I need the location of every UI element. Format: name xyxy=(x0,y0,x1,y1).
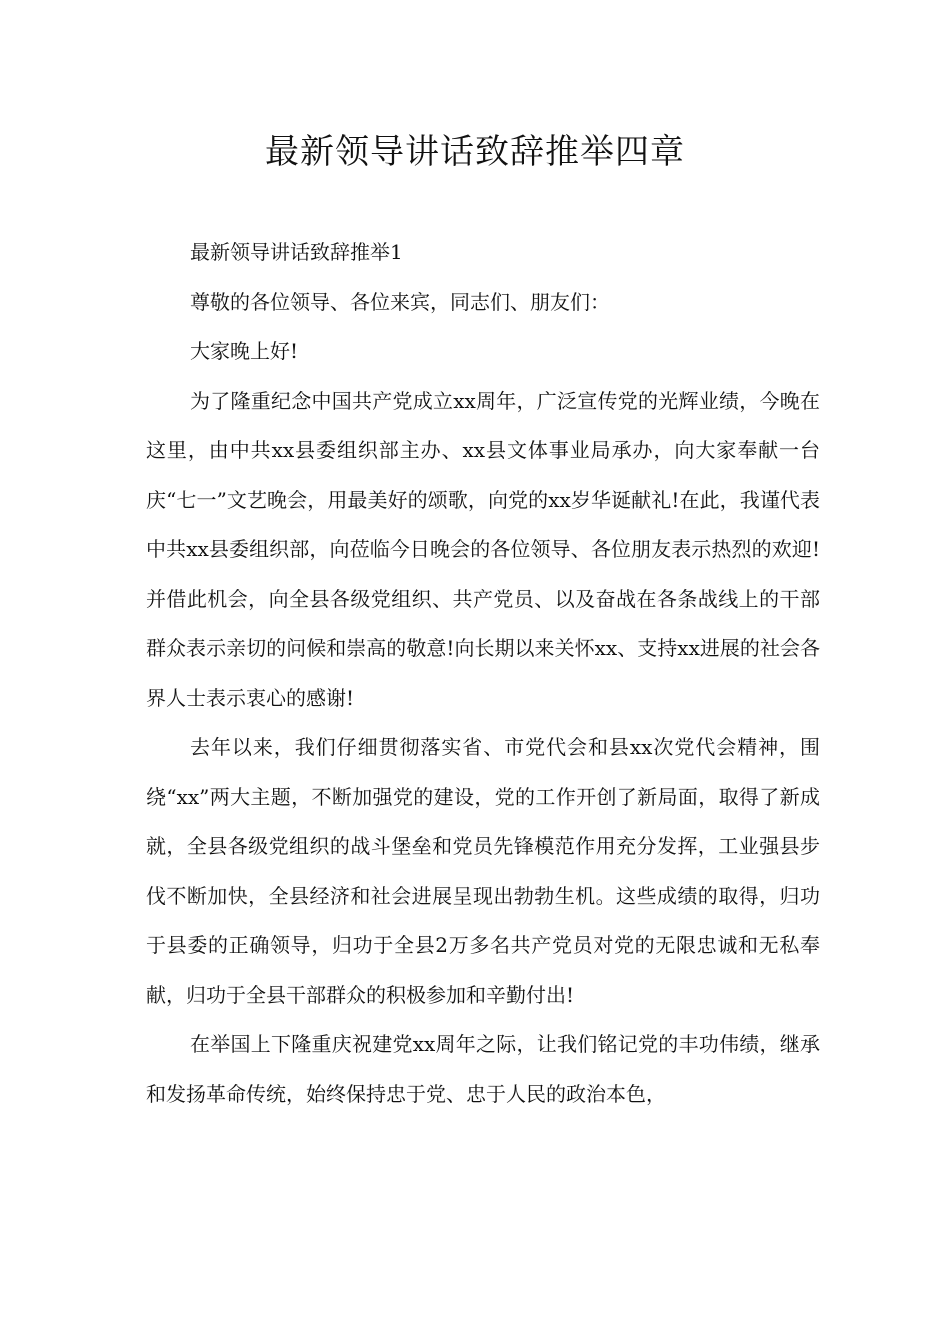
greeting: 大家晚上好! xyxy=(190,339,299,363)
salutation: 尊敬的各位领导、各位来宾，同志们、朋友们： xyxy=(190,289,610,314)
body-paragraph: 为了隆重纪念中国共产党成立xx周年，广泛宣传党的光辉业绩，今晚在这里，由中共xx县委组织部主办、xx县文体事业局承办，向大家奉献一台庆“七一”文艺晚会，用最美好的颂歌，向党的xx岁华诞献礼!在此，我谨代表中共xx县委组织部，向莅临今日晚会的各位领导、各位朋友表示热烈的欢迎!并借此机会，向全县各级党组织、共产党员、以及奋战在各条战线上的干部群众表示亲切的问候和崇高的敬意!向长期以来关怀xx、支持xx进展的社会各界人士表示衷心的感谢! xyxy=(146,388,820,710)
body-paragraph: 在举国上下隆重庆祝建党xx周年之际，让我们铭记党的丰功伟绩，继承和发扬革命传统，始终保持忠于党、忠于人民的政治本色， xyxy=(146,1032,820,1106)
document-body xyxy=(146,228,820,1119)
section-heading: 最新领导讲话致辞推举1 xyxy=(190,240,403,264)
document-title: 最新领导讲话致辞推举四章 xyxy=(265,132,685,172)
body-paragraph: 去年以来，我们仔细贯彻落实省、市党代会和县xx次党代会精神，围绕“xx”两大主题，不断加强党的建设，党的工作开创了新局面，取得了新成就，全县各级党组织的战斗堡垒和党员先锋模范作用充分发挥，工业强县步伐不断加快，全县经济和社会进展呈现出勃勃生机。这些成绩的取得，归功于县委的正确领导，归功于全县2万多名共产党员对党的无限忠诚和无私奉献，归功于全县干部群众的积极参加和辛勤付出! xyxy=(146,735,820,1007)
